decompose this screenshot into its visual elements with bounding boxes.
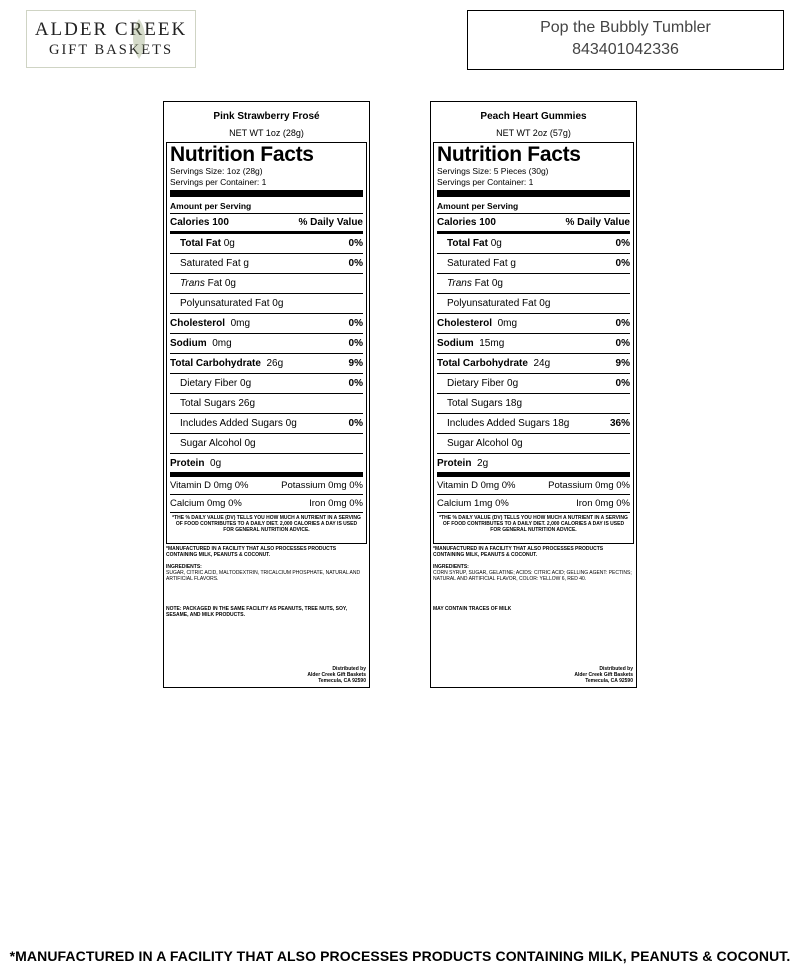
added-sugars-label: Includes Added Sugars 18g: [447, 418, 570, 429]
saturated-fat-row: [170, 254, 363, 274]
poly-fat-row: [437, 294, 630, 314]
calcium-row: [170, 495, 363, 513]
serving-size: Servings Size: 1oz (28g): [170, 166, 263, 176]
iron: Iron 0mg 0%: [576, 498, 630, 509]
poly-fat-label: Polyunsaturated Fat 0g: [180, 298, 284, 309]
total-fat-value: 0g: [490, 238, 502, 249]
total-fat-pct: 0%: [348, 238, 363, 249]
servings-per-container: Servings per Container: 1: [170, 177, 267, 187]
label-net-weight: NET WT 2oz (57g): [496, 128, 571, 138]
fiber-pct: 0%: [348, 378, 363, 389]
daily-value-header: % Daily Value: [565, 217, 630, 228]
total-fat-pct: 0%: [615, 238, 630, 249]
vitamin-d-row: [437, 477, 630, 495]
facility-disclaimer: *MANUFACTURED IN A FACILITY THAT ALSO PROCESSES PRODUCTS CONTAINING MILK, PEANUTS & COCONUT.: [9, 948, 791, 964]
vitamin-d-row: [170, 477, 363, 495]
trans-label: Trans: [447, 278, 472, 289]
added-sugars-label: Includes Added Sugars 0g: [180, 418, 297, 429]
trans-label: Trans: [180, 278, 205, 289]
sodium-pct: 0%: [348, 338, 363, 349]
distributor-info: [307, 666, 366, 684]
iron: Iron 0mg 0%: [309, 498, 363, 509]
protein-row: [437, 454, 630, 477]
cholesterol-label: Cholesterol: [170, 318, 226, 329]
ingredients-heading: INGREDIENTS:: [166, 564, 202, 570]
nutrition-facts-panel: [166, 142, 367, 544]
vitamin-d: Vitamin D 0mg 0%: [170, 480, 249, 491]
sodium-label: Sodium: [170, 338, 207, 349]
allergen-note: MAY CONTAIN TRACES OF MILK: [433, 606, 512, 612]
saturated-fat-label: Saturated Fat g: [180, 258, 249, 269]
sugar-alcohol-label: Sugar Alcohol 0g: [180, 438, 256, 449]
manufacturing-note: *MANUFACTURED IN A FACILITY THAT ALSO PROCESSES PRODUCTS CONTAINING MILK, PEANUTS & COCONUT.: [166, 546, 337, 558]
nf-title: Nutrition Facts: [437, 143, 581, 166]
product-name: Pop the Bubbly Tumbler: [540, 19, 711, 36]
distributor-info: [574, 666, 633, 684]
fiber-label: Dietary Fiber 0g: [447, 378, 519, 389]
ingredients-text: SUGAR, CITRIC ACID, MALTODEXTRIN, TRICALCIUM PHOSPHATE, NATURAL AND ARTIFICIAL FLAVORS.: [166, 570, 361, 582]
total-carb-row: [170, 354, 363, 374]
sodium-row: [437, 334, 630, 354]
label-net-weight: NET WT 1oz (28g): [229, 128, 304, 138]
company-logo: [26, 10, 196, 68]
trans-fat-row: [437, 274, 630, 294]
calcium: Calcium 0mg 0%: [170, 498, 242, 509]
dist-line3: Temecula, CA 92590: [585, 678, 633, 684]
sodium-value: 15mg: [479, 338, 505, 349]
sugars-row: [437, 394, 630, 414]
allergen-note: NOTE: PACKAGED IN THE SAME FACILITY AS PEANUTS, TREE NUTS, SOY, SESAME, AND MILK PRODUCTS.: [166, 606, 348, 618]
sodium-row: [170, 334, 363, 354]
product-code: 843401042336: [572, 41, 679, 58]
total-carb-pct: 9%: [348, 358, 363, 369]
calories-label: Calories 100: [437, 217, 496, 228]
added-sugars-row: [170, 414, 363, 434]
total-fat-label: Total Fat: [447, 238, 488, 249]
amount-per-serving: Amount per Serving: [170, 200, 363, 214]
trans-fat-value: 0g: [224, 278, 236, 289]
label-notes: [166, 546, 366, 618]
total-fat-value: 0g: [223, 238, 235, 249]
cholesterol-value: 0mg: [230, 318, 251, 329]
sugar-alcohol-row: [437, 434, 630, 454]
nutrition-label-1: [163, 101, 370, 688]
total-carb-row: [437, 354, 630, 374]
sodium-label: Sodium: [437, 338, 474, 349]
protein-label: Protein: [170, 457, 205, 469]
calories-label: Calories 100: [170, 217, 229, 228]
logo-line2: GIFT BASKETS: [48, 42, 174, 58]
total-carb-pct: 9%: [615, 358, 630, 369]
ingredients-text: CORN SYRUP, SUGAR, GELATINE; ACIDS: CITRIC ACID; GELLING AGENT: PECTINS; NATURAL AND ARTIFICIAL FLAVOR, COLOR: YELLOW 6, RED 40.: [433, 570, 632, 582]
total-fat-label: Total Fat: [180, 238, 221, 249]
saturated-fat-label: Saturated Fat g: [447, 258, 516, 269]
nutrition-facts-panel: [433, 142, 634, 544]
sugars-label: Total Sugars 18g: [447, 398, 523, 409]
protein-value: 0g: [210, 457, 222, 469]
protein-label: Protein: [437, 457, 472, 469]
label-product-name: Pink Strawberry Frosé: [213, 111, 320, 122]
thick-divider: [437, 190, 630, 197]
sugar-alcohol-label: Sugar Alcohol 0g: [447, 438, 523, 449]
total-carb-label: Total Carbohydrate: [170, 358, 261, 369]
dist-line1: Distributed by: [599, 666, 633, 672]
vitamin-d: Vitamin D 0mg 0%: [437, 480, 516, 491]
sodium-value: 0mg: [212, 338, 232, 349]
calcium: Calcium 1mg 0%: [437, 498, 509, 509]
product-info-box: [467, 10, 784, 70]
sugar-alcohol-row: [170, 434, 363, 454]
manufacturing-note: *MANUFACTURED IN A FACILITY THAT ALSO PROCESSES PRODUCTS CONTAINING MILK, PEANUTS & COCONUT.: [433, 546, 604, 558]
potassium: Potassium 0mg 0%: [548, 480, 630, 491]
serving-size: Servings Size: 5 Pieces (30g): [437, 166, 549, 176]
cholesterol-row: [170, 314, 363, 334]
nutrition-label-2: [430, 101, 637, 688]
poly-fat-row: [170, 294, 363, 314]
added-sugars-pct: 0%: [348, 418, 363, 429]
total-carb-label: Total Carbohydrate: [437, 358, 528, 369]
fiber-row: [437, 374, 630, 394]
cholesterol-row: [437, 314, 630, 334]
poly-fat-label: Polyunsaturated Fat 0g: [447, 298, 551, 309]
sugars-label: Total Sugars 26g: [180, 398, 256, 409]
calories-row: [437, 214, 630, 234]
fiber-pct: 0%: [615, 378, 630, 389]
protein-value: 2g: [477, 457, 489, 469]
fiber-row: [170, 374, 363, 394]
daily-value-footnote: *THE % DAILY VALUE (DV) TELLS YOU HOW MUCH A NUTRIENT IN A SERVING OF FOOD CONTRIBUTES TO A DAILY DIET. 2,000 CALORIES A DAY IS USED FOR GENERAL NUTRITION ADVICE.: [439, 515, 628, 533]
servings-per-container: Servings per Container: 1: [437, 177, 534, 187]
fiber-label: Dietary Fiber 0g: [180, 378, 252, 389]
amount-per-serving: Amount per Serving: [437, 200, 630, 214]
total-fat-row: [437, 234, 630, 254]
cholesterol-pct: 0%: [615, 318, 630, 329]
nf-title: Nutrition Facts: [170, 143, 314, 166]
cholesterol-value: 0mg: [497, 318, 518, 329]
label-product-name: Peach Heart Gummies: [480, 111, 587, 122]
trans-fat-row: [170, 274, 363, 294]
ingredients-heading: INGREDIENTS:: [433, 564, 469, 570]
total-fat-row: [170, 234, 363, 254]
saturated-fat-row: [437, 254, 630, 274]
sugars-row: [170, 394, 363, 414]
leaf-icon: [127, 17, 151, 61]
cholesterol-pct: 0%: [348, 318, 363, 329]
protein-row: [170, 454, 363, 477]
trans-suffix: Fat: [204, 278, 225, 289]
saturated-fat-pct: 0%: [615, 258, 630, 269]
potassium: Potassium 0mg 0%: [281, 480, 363, 491]
calcium-row: [437, 495, 630, 513]
total-carb-value: 24g: [533, 358, 551, 369]
saturated-fat-pct: 0%: [348, 258, 363, 269]
logo-line1: ALDER CREEK: [34, 19, 188, 40]
total-carb-value: 26g: [266, 358, 284, 369]
dist-line3: Temecula, CA 92590: [318, 678, 366, 684]
dist-line2: Alder Creek Gift Baskets: [307, 672, 366, 678]
added-sugars-row: [437, 414, 630, 434]
calories-row: [170, 214, 363, 234]
dist-line1: Distributed by: [332, 666, 366, 672]
label-notes: [433, 546, 633, 612]
daily-value-header: % Daily Value: [298, 217, 363, 228]
added-sugars-pct: 36%: [609, 418, 630, 429]
sodium-pct: 0%: [615, 338, 630, 349]
dist-line2: Alder Creek Gift Baskets: [574, 672, 633, 678]
cholesterol-label: Cholesterol: [437, 318, 493, 329]
trans-fat-value: 0g: [491, 278, 503, 289]
trans-suffix: Fat: [471, 278, 492, 289]
daily-value-footnote: *THE % DAILY VALUE (DV) TELLS YOU HOW MUCH A NUTRIENT IN A SERVING OF FOOD CONTRIBUTES TO A DAILY DIET. 2,000 CALORIES A DAY IS USED FOR GENERAL NUTRITION ADVICE.: [172, 515, 361, 533]
thick-divider: [170, 190, 363, 197]
